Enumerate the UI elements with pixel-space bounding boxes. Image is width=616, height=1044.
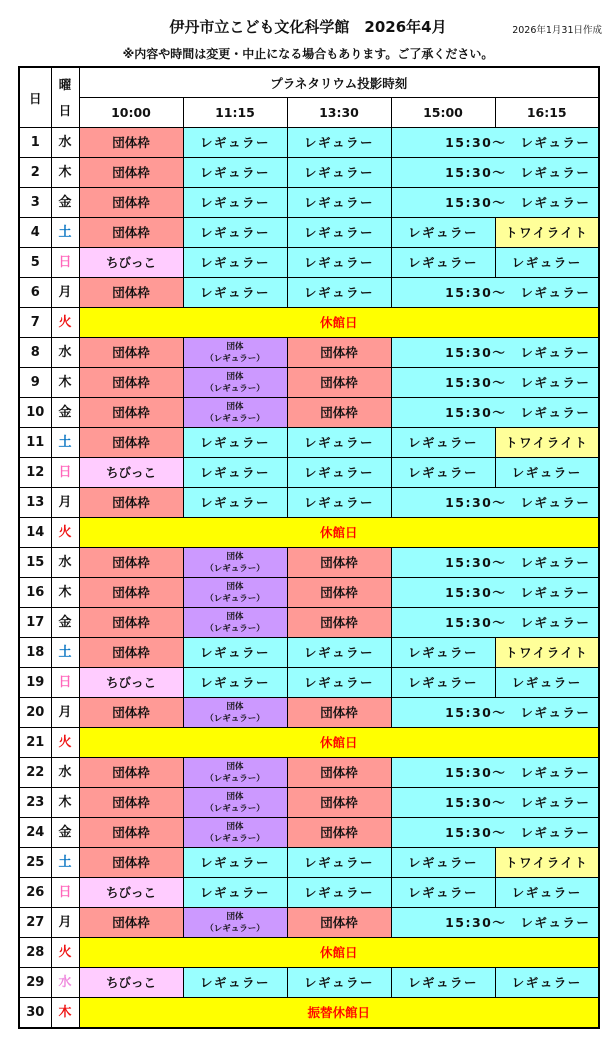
session-group: 団体枠: [79, 368, 183, 398]
weekday-cell: 土: [51, 638, 79, 668]
session-late: 15:30～ レギュラー: [391, 698, 599, 728]
weekday-cell: 金: [51, 188, 79, 218]
weekday-cell: 日: [51, 668, 79, 698]
schedule-row: [19, 788, 599, 818]
session-regular: レギュラー: [183, 668, 287, 698]
session-group: 団体枠: [79, 188, 183, 218]
weekday-cell: 水: [51, 128, 79, 158]
day-cell: 26: [19, 878, 51, 908]
weekday-cell: 金: [51, 818, 79, 848]
session-closed: 休館日: [79, 728, 599, 758]
session-regular: レギュラー: [391, 248, 495, 278]
header-time: 15:00: [391, 98, 495, 128]
day-cell: 3: [19, 188, 51, 218]
day-cell: 11: [19, 428, 51, 458]
schedule-row: [19, 908, 599, 938]
day-cell: 18: [19, 638, 51, 668]
schedule-row: [19, 728, 599, 758]
day-cell: 23: [19, 788, 51, 818]
session-regular: レギュラー: [391, 848, 495, 878]
created-date: 2026年1月31日作成: [512, 25, 602, 36]
schedule-row: [19, 158, 599, 188]
session-twilight: トワイライト: [495, 638, 599, 668]
session-late: 15:30～ レギュラー: [391, 758, 599, 788]
day-cell: 9: [19, 368, 51, 398]
session-group: 団体枠: [79, 338, 183, 368]
session-regular: レギュラー: [183, 488, 287, 518]
header-time: 13:30: [287, 98, 391, 128]
session-regular: レギュラー: [495, 458, 599, 488]
session-label: 団体: [226, 551, 244, 562]
schedule-row: [19, 248, 599, 278]
weekday-cell: 火: [51, 728, 79, 758]
session-regular: レギュラー: [183, 128, 287, 158]
session-closed-sub: 振替休館日: [79, 998, 599, 1029]
weekday-cell: 土: [51, 848, 79, 878]
session-regular: レギュラー: [391, 428, 495, 458]
weekday-cell: 火: [51, 938, 79, 968]
weekday-cell: 土: [51, 428, 79, 458]
session-group: 団体枠: [79, 638, 183, 668]
weekday-cell: 日: [51, 458, 79, 488]
day-cell: 30: [19, 998, 51, 1029]
session-closed: 休館日: [79, 938, 599, 968]
day-cell: 14: [19, 518, 51, 548]
session-group: 団体枠: [287, 818, 391, 848]
session-late: 15:30～ レギュラー: [391, 788, 599, 818]
session-group: 団体枠: [79, 128, 183, 158]
session-group: 団体枠: [287, 788, 391, 818]
weekday-cell: 木: [51, 368, 79, 398]
session-label: 団体: [226, 821, 244, 832]
schedule-row: [19, 638, 599, 668]
session-sublabel: （レギュラー）: [205, 593, 265, 604]
session-regular: レギュラー: [287, 188, 391, 218]
session-group: 団体枠: [287, 338, 391, 368]
header-time: 16:15: [495, 98, 599, 128]
session-group: 団体枠: [287, 698, 391, 728]
session-late: 15:30～ レギュラー: [391, 908, 599, 938]
session-sublabel: （レギュラー）: [205, 833, 265, 844]
session-kids: ちびっこ: [79, 248, 183, 278]
session-label: 団体: [226, 401, 244, 412]
weekday-cell: 水: [51, 338, 79, 368]
session-group: 団体枠: [79, 818, 183, 848]
schedule-row: [19, 548, 599, 578]
session-group: 団体枠: [287, 758, 391, 788]
weekday-cell: 水: [51, 548, 79, 578]
schedule-row: [19, 518, 599, 548]
weekday-cell: 水: [51, 758, 79, 788]
session-late: 15:30～ レギュラー: [391, 188, 599, 218]
session-regular: レギュラー: [183, 968, 287, 998]
session-sublabel: （レギュラー）: [205, 623, 265, 634]
schedule-row: [19, 338, 599, 368]
schedule-row: [19, 758, 599, 788]
weekday-cell: 日: [51, 248, 79, 278]
schedule-row: [19, 398, 599, 428]
day-cell: 12: [19, 458, 51, 488]
day-cell: 29: [19, 968, 51, 998]
session-late: 15:30～ レギュラー: [391, 128, 599, 158]
session-regular: レギュラー: [495, 668, 599, 698]
session-kids: ちびっこ: [79, 878, 183, 908]
session-late: 15:30～ レギュラー: [391, 368, 599, 398]
schedule-row: [19, 668, 599, 698]
schedule-row: [19, 368, 599, 398]
session-group: 団体枠: [79, 758, 183, 788]
session-group: 団体枠: [79, 158, 183, 188]
weekday-cell: 木: [51, 578, 79, 608]
session-regular: レギュラー: [183, 638, 287, 668]
day-cell: 19: [19, 668, 51, 698]
weekday-cell: 月: [51, 488, 79, 518]
schedule-row: [19, 128, 599, 158]
session-purple: [183, 908, 287, 938]
schedule-row: [19, 458, 599, 488]
schedule-row: [19, 938, 599, 968]
session-regular: レギュラー: [183, 848, 287, 878]
weekday-cell: 木: [51, 998, 79, 1029]
day-cell: 17: [19, 608, 51, 638]
schedule-row: [19, 608, 599, 638]
header-time: 10:00: [79, 98, 183, 128]
session-sublabel: （レギュラー）: [205, 413, 265, 424]
session-sublabel: （レギュラー）: [205, 803, 265, 814]
session-label: 団体: [226, 791, 244, 802]
session-regular: レギュラー: [287, 458, 391, 488]
weekday-cell: 火: [51, 308, 79, 338]
session-label: 団体: [226, 761, 244, 772]
session-regular: レギュラー: [183, 878, 287, 908]
session-purple: [183, 368, 287, 398]
session-late: 15:30～ レギュラー: [391, 278, 599, 308]
schedule-row: [19, 308, 599, 338]
session-sublabel: （レギュラー）: [205, 383, 265, 394]
session-group: 団体枠: [79, 908, 183, 938]
day-cell: 28: [19, 938, 51, 968]
session-group: 団体枠: [79, 428, 183, 458]
session-regular: レギュラー: [495, 878, 599, 908]
day-cell: 8: [19, 338, 51, 368]
session-label: 団体: [226, 581, 244, 592]
session-late: 15:30～ レギュラー: [391, 488, 599, 518]
session-closed: 休館日: [79, 518, 599, 548]
weekday-cell: 月: [51, 908, 79, 938]
schedule-row: [19, 278, 599, 308]
session-late: 15:30～ レギュラー: [391, 578, 599, 608]
session-group: 団体枠: [287, 908, 391, 938]
session-regular: レギュラー: [391, 638, 495, 668]
header-weekday: [51, 67, 79, 128]
schedule-row: [19, 698, 599, 728]
session-regular: レギュラー: [287, 278, 391, 308]
session-group: 団体枠: [79, 278, 183, 308]
session-regular: レギュラー: [391, 968, 495, 998]
session-regular: レギュラー: [391, 458, 495, 488]
schedule-row: [19, 188, 599, 218]
session-purple: [183, 548, 287, 578]
session-regular: レギュラー: [495, 248, 599, 278]
session-regular: レギュラー: [287, 638, 391, 668]
session-purple: [183, 578, 287, 608]
day-cell: 15: [19, 548, 51, 578]
weekday-cell: 火: [51, 518, 79, 548]
schedule-row: [19, 878, 599, 908]
session-group: 団体枠: [287, 548, 391, 578]
schedule-row: [19, 998, 599, 1029]
session-regular: レギュラー: [287, 428, 391, 458]
session-kids: ちびっこ: [79, 668, 183, 698]
session-group: 団体枠: [287, 578, 391, 608]
session-regular: レギュラー: [287, 488, 391, 518]
session-group: 団体枠: [79, 848, 183, 878]
day-cell: 16: [19, 578, 51, 608]
session-group: 団体枠: [79, 488, 183, 518]
session-kids: ちびっこ: [79, 458, 183, 488]
session-kids: ちびっこ: [79, 968, 183, 998]
session-regular: レギュラー: [183, 158, 287, 188]
session-regular: レギュラー: [391, 218, 495, 248]
weekday-cell: 水: [51, 968, 79, 998]
session-purple: [183, 758, 287, 788]
weekday-cell: 土: [51, 218, 79, 248]
session-purple: [183, 608, 287, 638]
session-group: 団体枠: [79, 548, 183, 578]
schedule-body: [19, 128, 599, 1029]
session-purple: [183, 338, 287, 368]
session-group: 団体枠: [79, 218, 183, 248]
session-sublabel: （レギュラー）: [205, 353, 265, 364]
weekday-cell: 金: [51, 608, 79, 638]
day-cell: 4: [19, 218, 51, 248]
session-group: 団体枠: [79, 578, 183, 608]
schedule-row: [19, 428, 599, 458]
session-regular: レギュラー: [287, 968, 391, 998]
header-weekday-text: 曜日: [58, 76, 72, 118]
session-regular: レギュラー: [183, 458, 287, 488]
weekday-cell: 木: [51, 788, 79, 818]
session-group: 団体枠: [79, 788, 183, 818]
session-twilight: トワイライト: [495, 218, 599, 248]
session-sublabel: （レギュラー）: [205, 773, 265, 784]
session-purple: [183, 698, 287, 728]
session-regular: レギュラー: [287, 668, 391, 698]
weekday-cell: 月: [51, 698, 79, 728]
schedule-row: [19, 848, 599, 878]
weekday-cell: 月: [51, 278, 79, 308]
session-purple: [183, 398, 287, 428]
session-group: 団体枠: [287, 608, 391, 638]
session-twilight: トワイライト: [495, 848, 599, 878]
session-regular: レギュラー: [495, 968, 599, 998]
session-late: 15:30～ レギュラー: [391, 608, 599, 638]
schedule-row: [19, 488, 599, 518]
header-time: 11:15: [183, 98, 287, 128]
header-day: 日: [19, 67, 51, 128]
session-regular: レギュラー: [287, 218, 391, 248]
day-cell: 20: [19, 698, 51, 728]
session-sublabel: （レギュラー）: [205, 923, 265, 934]
session-regular: レギュラー: [183, 248, 287, 278]
schedule-row: [19, 818, 599, 848]
day-cell: 21: [19, 728, 51, 758]
session-group: 団体枠: [79, 398, 183, 428]
header-planetarium: プラネタリウム投影時刻: [79, 67, 599, 98]
day-cell: 24: [19, 818, 51, 848]
day-cell: 1: [19, 128, 51, 158]
schedule-row: [19, 968, 599, 998]
session-regular: レギュラー: [287, 248, 391, 278]
session-twilight: トワイライト: [495, 428, 599, 458]
day-cell: 7: [19, 308, 51, 338]
session-regular: レギュラー: [183, 428, 287, 458]
weekday-cell: 木: [51, 158, 79, 188]
schedule-row: [19, 578, 599, 608]
session-regular: レギュラー: [287, 128, 391, 158]
session-late: 15:30～ レギュラー: [391, 548, 599, 578]
session-sublabel: （レギュラー）: [205, 563, 265, 574]
session-label: 団体: [226, 341, 244, 352]
session-regular: レギュラー: [287, 158, 391, 188]
schedule-table: [18, 66, 600, 1029]
day-cell: 5: [19, 248, 51, 278]
day-cell: 27: [19, 908, 51, 938]
session-regular: レギュラー: [391, 878, 495, 908]
notice: ※内容や時間は変更・中止になる場合もあります。ご了承ください。: [122, 47, 494, 61]
session-regular: レギュラー: [183, 188, 287, 218]
day-cell: 13: [19, 488, 51, 518]
title-text: 伊丹市立こども文化科学館 2026年4月: [169, 18, 447, 36]
session-late: 15:30～ レギュラー: [391, 338, 599, 368]
session-late: 15:30～ レギュラー: [391, 818, 599, 848]
session-label: 団体: [226, 701, 244, 712]
day-cell: 22: [19, 758, 51, 788]
session-regular: レギュラー: [391, 668, 495, 698]
session-group: 団体枠: [79, 698, 183, 728]
day-cell: 25: [19, 848, 51, 878]
session-label: 団体: [226, 911, 244, 922]
session-regular: レギュラー: [287, 848, 391, 878]
day-cell: 2: [19, 158, 51, 188]
session-regular: レギュラー: [183, 278, 287, 308]
day-cell: 6: [19, 278, 51, 308]
session-group: 団体枠: [287, 368, 391, 398]
weekday-cell: 日: [51, 878, 79, 908]
session-closed: 休館日: [79, 308, 599, 338]
session-label: 団体: [226, 611, 244, 622]
session-late: 15:30～ レギュラー: [391, 158, 599, 188]
day-cell: 10: [19, 398, 51, 428]
session-sublabel: （レギュラー）: [205, 713, 265, 724]
session-regular: レギュラー: [287, 878, 391, 908]
schedule-row: [19, 218, 599, 248]
session-late: 15:30～ レギュラー: [391, 398, 599, 428]
session-regular: レギュラー: [183, 218, 287, 248]
session-purple: [183, 818, 287, 848]
session-group: 団体枠: [287, 398, 391, 428]
session-purple: [183, 788, 287, 818]
session-label: 団体: [226, 371, 244, 382]
weekday-cell: 金: [51, 398, 79, 428]
session-group: 団体枠: [79, 608, 183, 638]
